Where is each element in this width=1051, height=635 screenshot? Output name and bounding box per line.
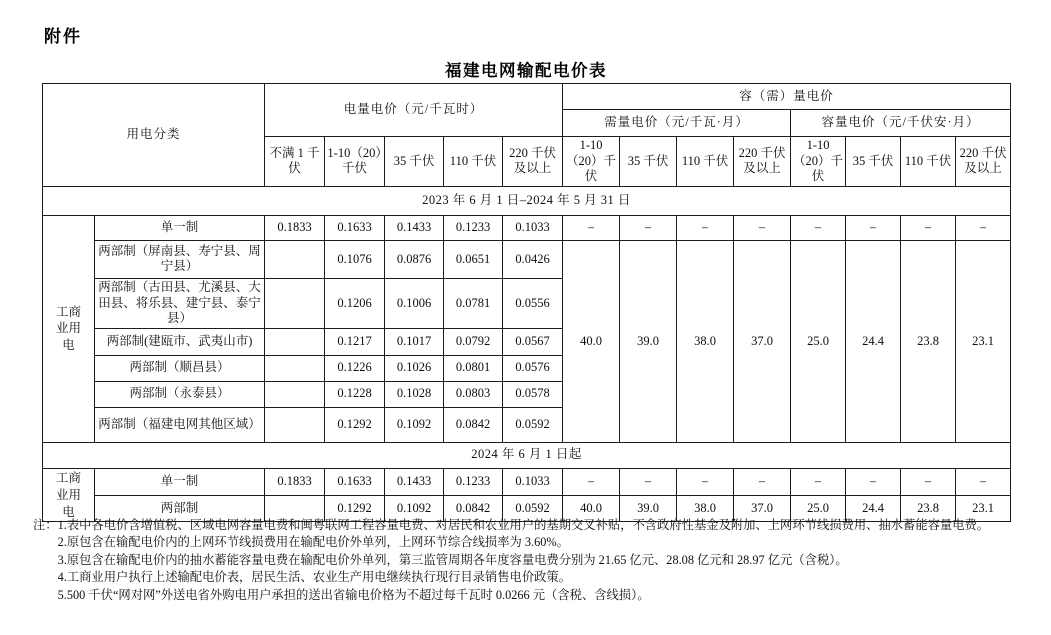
capacity-price-cell: 23.1 (956, 495, 1011, 522)
capacity-price-cell-merged: 24.4 (846, 240, 901, 442)
column-header-capacity-voltage: 1-10（20）千伏 (791, 137, 846, 187)
energy-price-cell: 0.1233 (444, 468, 503, 495)
energy-price-cell: 0.1292 (325, 407, 385, 442)
note-line: 1.表中各电价含增值税、区域电网容量电费和闽粤联网工程容量电费、对居民和农业用户的基期交叉补贴，不含政府性基金及附加、上网环节线损费用、抽水蓄能容量电费。 (57, 518, 990, 532)
capacity-price-cell: – (956, 215, 1011, 240)
energy-price-cell: 0.1833 (265, 215, 325, 240)
header-row-groups (43, 84, 1011, 110)
column-header-energy-voltage: 35 千伏 (385, 137, 444, 187)
demand-price-cell-merged: 39.0 (620, 240, 677, 442)
energy-price-cell: 0.1228 (325, 381, 385, 407)
energy-price-cell: 0.1033 (503, 468, 563, 495)
column-header-energy-voltage: 220 千伏及以上 (503, 137, 563, 187)
capacity-price-cell: 24.4 (846, 495, 901, 522)
category-cell: 两部制（顺昌县） (95, 355, 265, 381)
empty-price-cell (265, 355, 325, 381)
energy-price-cell: 0.0792 (444, 328, 503, 355)
column-header-energy-voltage: 1-10（20）千伏 (325, 137, 385, 187)
energy-price-cell: 0.1233 (444, 215, 503, 240)
empty-price-cell (265, 278, 325, 328)
column-header-capacity-voltage: 220 千伏及以上 (956, 137, 1011, 187)
empty-price-cell (265, 240, 325, 278)
energy-price-cell: 0.0651 (444, 240, 503, 278)
period-1-header-row (43, 186, 1011, 215)
user-class-text: 工商业用电 (55, 470, 81, 519)
empty-price-cell (265, 381, 325, 407)
energy-price-cell: 0.1433 (385, 468, 444, 495)
energy-price-cell: 0.0842 (444, 495, 503, 522)
capacity-price-cell-merged: 25.0 (791, 240, 846, 442)
demand-price-cell: – (563, 215, 620, 240)
energy-price-cell: 0.0567 (503, 328, 563, 355)
column-header-capacity-voltage: 35 千伏 (846, 137, 901, 187)
note-line: 3.原包含在输配电价内的抽水蓄能容量电费在输配电价外单列，第三监管周期各年度容量电费分别为 21.65 亿元、28.08 亿元和 28.97 亿元（含税）。 (57, 552, 848, 567)
energy-price-cell: 0.0592 (503, 407, 563, 442)
energy-price-cell: 0.0781 (444, 278, 503, 328)
category-cell: 两部制（永泰县） (95, 381, 265, 407)
table-row (43, 215, 1011, 240)
energy-price-cell: 0.0803 (444, 381, 503, 407)
demand-price-cell: 40.0 (563, 495, 620, 522)
energy-price-cell: 0.1292 (325, 495, 385, 522)
energy-price-cell: 0.0801 (444, 355, 503, 381)
energy-price-cell: 0.1033 (503, 215, 563, 240)
energy-price-cell: 0.0842 (444, 407, 503, 442)
notes-label: 注： (33, 518, 58, 532)
demand-price-cell: – (677, 215, 734, 240)
capacity-price-cell: – (956, 468, 1011, 495)
energy-price-cell: 0.0578 (503, 381, 563, 407)
demand-price-cell-merged: 40.0 (563, 240, 620, 442)
column-header-capacity-voltage: 110 千伏 (901, 137, 956, 187)
empty-price-cell (265, 328, 325, 355)
energy-price-cell: 0.1633 (325, 215, 385, 240)
column-header-demand-voltage: 1-10（20）千伏 (563, 137, 620, 187)
period-2-header-row (43, 442, 1011, 468)
header-capacity-demand-group: 容（需）量电价 (563, 84, 1011, 110)
capacity-price-cell: 25.0 (791, 495, 846, 522)
demand-price-cell: – (734, 468, 791, 495)
attachment-label: 附件 (44, 27, 82, 46)
energy-price-cell: 0.1017 (385, 328, 444, 355)
column-header-demand-voltage: 35 千伏 (620, 137, 677, 187)
energy-price-cell: 0.1026 (385, 355, 444, 381)
demand-price-cell: – (620, 215, 677, 240)
capacity-price-cell: – (901, 215, 956, 240)
header-capacity-group: 容量电价（元/千伏安·月） (791, 110, 1011, 137)
header-demand-group: 需量电价（元/千瓦·月） (563, 110, 791, 137)
demand-price-cell: – (677, 468, 734, 495)
note-line: 4.工商业用户执行上述输配电价表，居民生活、农业生产用电继续执行现行目录销售电价政策。 (57, 570, 572, 585)
price-table (42, 83, 1011, 522)
note-line: 2.原包含在输配电价内的上网环节线损费用在输配电价外单列，上网环节综合线损率为 3.60%。 (57, 535, 569, 550)
empty-price-cell (265, 407, 325, 442)
category-cell: 两部制（福建电网其他区域） (95, 407, 265, 442)
user-class-text: 工商业用电 (55, 304, 81, 353)
column-header-demand-voltage: 110 千伏 (677, 137, 734, 187)
category-cell: 两部制（屏南县、寿宁县、周宁县） (95, 240, 265, 278)
capacity-price-cell: – (846, 215, 901, 240)
energy-price-cell: 0.1226 (325, 355, 385, 381)
energy-price-cell: 0.1092 (385, 407, 444, 442)
demand-price-cell: – (734, 215, 791, 240)
energy-price-cell: 0.1833 (265, 468, 325, 495)
user-class-label (43, 468, 95, 522)
energy-price-cell: 0.0576 (503, 355, 563, 381)
capacity-price-cell-merged: 23.8 (901, 240, 956, 442)
note-line: 5.500 千伏“网对网”外送电省外购电用户承担的送出省输电价格为不超过每千瓦时 0.0266 元（含税、含线损）。 (57, 587, 650, 602)
demand-price-cell-merged: 38.0 (677, 240, 734, 442)
period-2-label: 2024 年 6 月 1 日起 (43, 442, 1011, 468)
column-header-energy-voltage: 不满 1 千伏 (265, 137, 325, 187)
capacity-price-cell: – (791, 215, 846, 240)
capacity-price-cell: 23.8 (901, 495, 956, 522)
demand-price-cell: 38.0 (677, 495, 734, 522)
demand-price-cell-merged: 37.0 (734, 240, 791, 442)
energy-price-cell: 0.0556 (503, 278, 563, 328)
category-cell: 两部制（古田县、尤溪县、大田县、将乐县、建宁县、泰宁县） (95, 278, 265, 328)
energy-price-cell: 0.0876 (385, 240, 444, 278)
energy-price-cell: 0.1206 (325, 278, 385, 328)
capacity-price-cell: – (791, 468, 846, 495)
demand-price-cell: – (620, 468, 677, 495)
energy-price-cell: 0.1076 (325, 240, 385, 278)
energy-price-cell: 0.1433 (385, 215, 444, 240)
category-cell: 单一制 (95, 468, 265, 495)
capacity-price-cell: – (901, 468, 956, 495)
table-row (43, 240, 1011, 278)
notes-items (58, 517, 1033, 604)
table-row (43, 468, 1011, 495)
energy-price-cell: 0.1028 (385, 381, 444, 407)
notes-block (33, 517, 1033, 604)
capacity-price-cell: – (846, 468, 901, 495)
page-title: 福建电网输配电价表 (445, 61, 607, 80)
user-class-label (43, 215, 95, 442)
period-1-label: 2023 年 6 月 1 日–2024 年 5 月 31 日 (43, 186, 1011, 215)
energy-price-cell: 0.1633 (325, 468, 385, 495)
column-header-demand-voltage: 220 千伏及以上 (734, 137, 791, 187)
energy-price-cell: 0.0592 (503, 495, 563, 522)
header-energy-group: 电量电价（元/千瓦时） (265, 84, 563, 137)
energy-price-cell: 0.1092 (385, 495, 444, 522)
column-header-energy-voltage: 110 千伏 (444, 137, 503, 187)
category-cell: 单一制 (95, 215, 265, 240)
demand-price-cell: 37.0 (734, 495, 791, 522)
energy-price-cell: 0.1006 (385, 278, 444, 328)
header-classification: 用电分类 (43, 84, 265, 187)
category-cell: 两部制(建瓯市、武夷山市) (95, 328, 265, 355)
demand-price-cell: 39.0 (620, 495, 677, 522)
demand-price-cell: – (563, 468, 620, 495)
energy-price-cell: 0.0426 (503, 240, 563, 278)
energy-price-cell: 0.1217 (325, 328, 385, 355)
capacity-price-cell-merged: 23.1 (956, 240, 1011, 442)
category-cell: 两部制 (95, 495, 265, 522)
